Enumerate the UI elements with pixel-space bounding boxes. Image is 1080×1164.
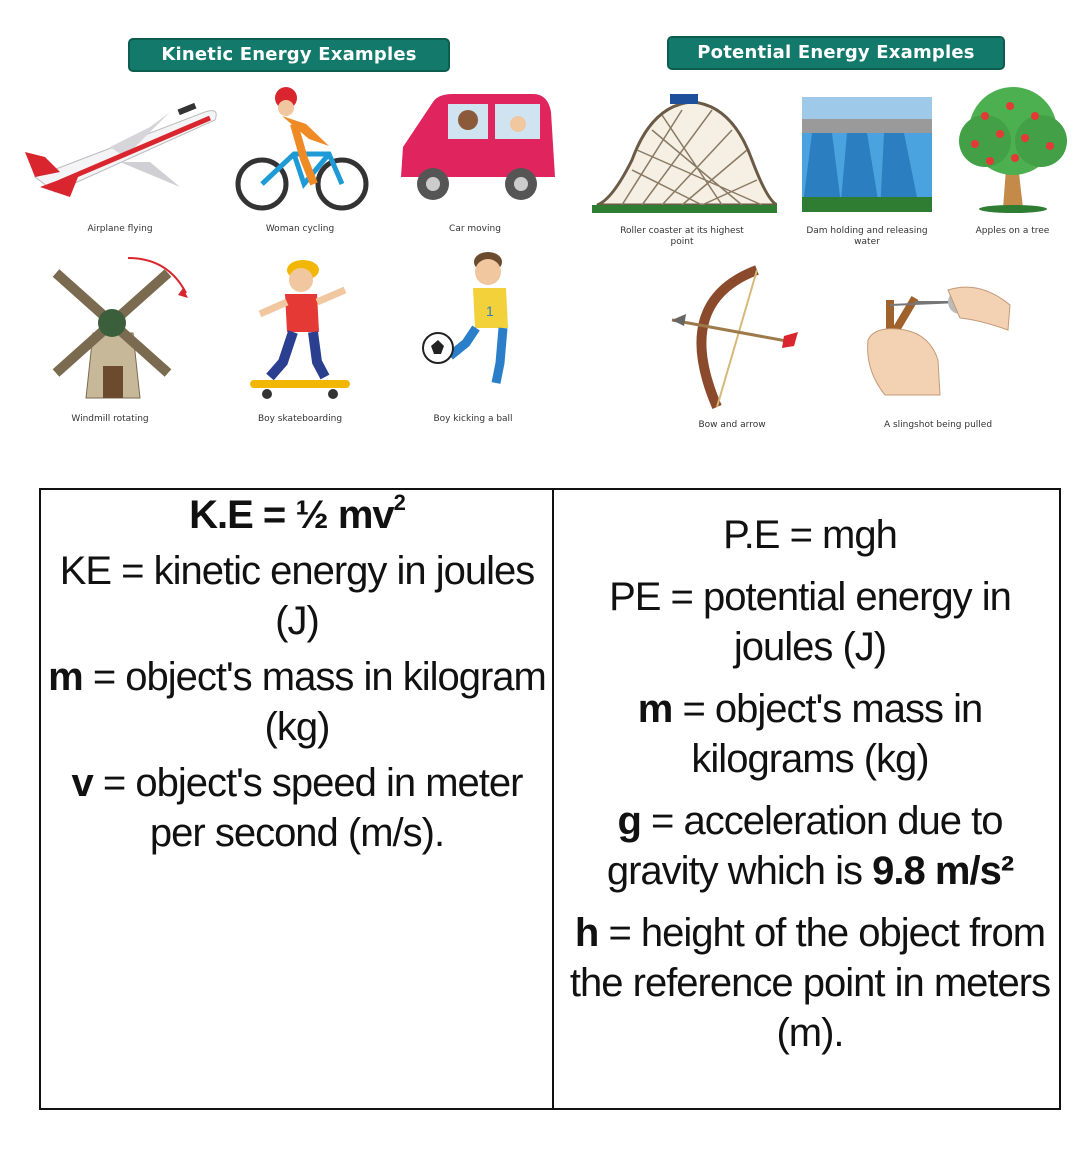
- skateboarder-icon: [245, 252, 355, 402]
- example-caption: Boy skateboarding: [257, 414, 343, 424]
- pe-formula: P.E = mgh: [723, 513, 897, 557]
- example-caption: A slingshot being pulled: [883, 420, 993, 430]
- example-caption: Windmill rotating: [71, 414, 149, 424]
- pe-gravity-definition: g = acceleration due to gravity which is 9.8 m/s²: [606, 799, 1014, 893]
- bow-arrow-icon: [662, 262, 802, 412]
- example-caption: Car moving: [449, 224, 501, 234]
- windmill-icon: [48, 248, 193, 403]
- dam-icon: [802, 97, 932, 212]
- soccer-kick-icon: [418, 248, 538, 398]
- example-caption: Roller coaster at its highest point: [620, 226, 744, 247]
- pe-mass-definition: m = object's mass in kilograms (kg): [637, 687, 983, 781]
- potential-energy-title: Potential Energy Examples: [667, 36, 1005, 70]
- potential-energy-column: [561, 490, 1059, 1058]
- slingshot-icon: [860, 280, 1015, 400]
- formula-table: [39, 488, 1061, 1110]
- apple-tree-icon: [955, 86, 1070, 214]
- ke-mass-definition: m = object's mass in kilogram (kg): [48, 655, 546, 749]
- car-icon: [393, 92, 558, 210]
- ke-speed-definition: v = object's speed in meter per second (m/s).: [71, 761, 523, 855]
- kinetic-energy-column: [47, 490, 547, 858]
- svg-text:1: 1: [486, 303, 494, 319]
- pe-height-definition: h = height of the object from the reference point in meters (m).: [569, 911, 1051, 1055]
- cyclist-icon: [234, 84, 374, 219]
- ke-definition: KE = kinetic energy in joules (J): [59, 549, 535, 643]
- example-caption: Airplane flying: [87, 224, 153, 234]
- pe-definition: PE = potential energy in joules (J): [609, 575, 1011, 669]
- ke-formula: K.E = ½ $mv^2$: [189, 490, 405, 537]
- example-caption: Boy kicking a ball: [433, 414, 513, 424]
- airplane-icon: [20, 92, 220, 212]
- kinetic-energy-title: Kinetic Energy Examples: [128, 38, 450, 72]
- column-divider: [552, 490, 554, 1108]
- example-caption: Dam holding and releasing water: [806, 226, 928, 247]
- roller-coaster-icon: [592, 90, 777, 215]
- example-caption: Bow and arrow: [698, 420, 766, 430]
- example-caption: Woman cycling: [265, 224, 335, 234]
- example-caption: Apples on a tree: [975, 226, 1050, 236]
